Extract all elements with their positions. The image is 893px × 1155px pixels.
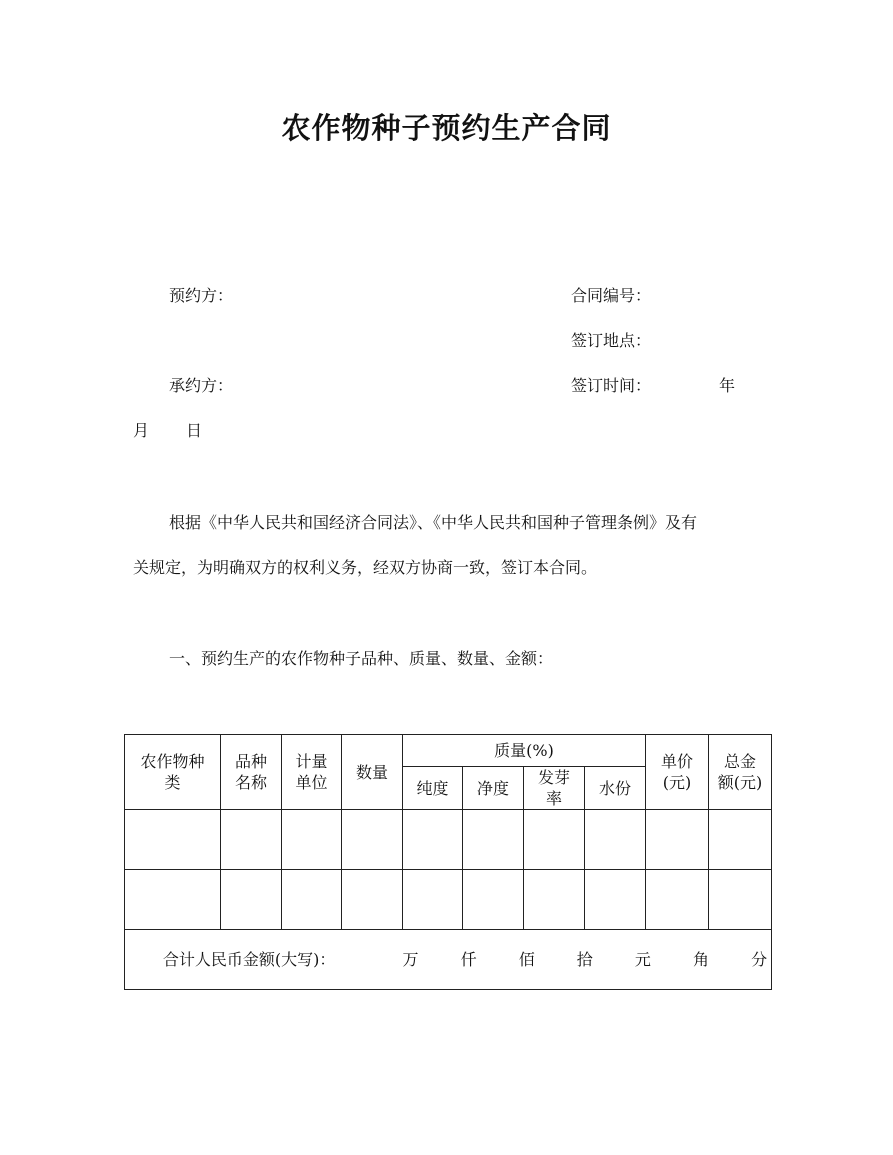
cell-measure-unit[interactable] bbox=[282, 870, 342, 930]
table-row bbox=[125, 870, 772, 930]
cell-purity[interactable] bbox=[403, 810, 463, 870]
cell-variety-name[interactable] bbox=[221, 870, 282, 930]
header-row-1 bbox=[125, 735, 772, 767]
table-row bbox=[125, 810, 772, 870]
total-label: 合计人民币金额(大写)： bbox=[162, 950, 336, 969]
header-unit-price: 单价 (元) bbox=[646, 735, 709, 810]
cell-purity[interactable] bbox=[403, 870, 463, 930]
day-label: 日 bbox=[186, 421, 203, 440]
section-1-heading: 一、预约生产的农作物种子品种、质量、数量、金额： bbox=[169, 649, 554, 668]
intro-line-1: 根据《中华人民共和国经济合同法》、《中华人民共和国种子管理条例》及有 bbox=[169, 513, 698, 532]
cell-quantity[interactable] bbox=[342, 870, 403, 930]
cell-unit-price[interactable] bbox=[646, 870, 709, 930]
header-purity: 纯度 bbox=[403, 767, 463, 810]
sign-place-label: 签订地点： bbox=[571, 331, 652, 350]
header-crop-type: 农作物种 类 bbox=[125, 735, 221, 810]
cell-moisture[interactable] bbox=[585, 810, 646, 870]
total-row bbox=[125, 930, 772, 990]
unit-qian: 仟 bbox=[460, 950, 477, 969]
header-total-amount: 总金 额(元) bbox=[709, 735, 772, 810]
cell-germination[interactable] bbox=[524, 870, 585, 930]
cell-germination[interactable] bbox=[524, 810, 585, 870]
party-a-label: 预约方： bbox=[169, 286, 234, 305]
cell-unit-price[interactable] bbox=[646, 810, 709, 870]
cell-cleanliness[interactable] bbox=[463, 870, 524, 930]
header-germination: 发芽 率 bbox=[524, 767, 585, 810]
header-quality: 质量(%) bbox=[403, 735, 646, 767]
cell-quantity[interactable] bbox=[342, 810, 403, 870]
party-b-label: 承约方： bbox=[169, 376, 234, 395]
unit-wan: 万 bbox=[402, 950, 419, 969]
unit-bai: 佰 bbox=[518, 950, 535, 969]
header-cleanliness: 净度 bbox=[463, 767, 524, 810]
unit-jiao: 角 bbox=[693, 950, 710, 969]
intro-line-2: 关规定，为明确双方的权利义务，经双方协商一致，签订本合同。 bbox=[133, 558, 598, 577]
sign-time-label: 签订时间： bbox=[571, 376, 652, 395]
header-measure-unit: 计量 单位 bbox=[282, 735, 342, 810]
header-variety-name: 品种 名称 bbox=[221, 735, 282, 810]
cell-total-amount[interactable] bbox=[709, 810, 772, 870]
unit-shi: 拾 bbox=[576, 950, 593, 969]
contract-no-label: 合同编号： bbox=[571, 286, 652, 305]
cell-measure-unit[interactable] bbox=[282, 810, 342, 870]
unit-yuan: 元 bbox=[634, 950, 651, 969]
total-cell bbox=[125, 930, 772, 990]
seed-table bbox=[124, 734, 772, 990]
header-quantity: 数量 bbox=[342, 735, 403, 810]
cell-moisture[interactable] bbox=[585, 870, 646, 930]
cell-variety-name[interactable] bbox=[221, 810, 282, 870]
month-label: 月 bbox=[133, 421, 150, 440]
cell-crop-type[interactable] bbox=[125, 810, 221, 870]
document-title: 农作物种子预约生产合同 bbox=[281, 111, 612, 145]
year-label: 年 bbox=[719, 376, 736, 395]
cell-crop-type[interactable] bbox=[125, 870, 221, 930]
cell-cleanliness[interactable] bbox=[463, 810, 524, 870]
unit-fen: 分 bbox=[751, 950, 768, 969]
cell-total-amount[interactable] bbox=[709, 870, 772, 930]
header-moisture: 水份 bbox=[585, 767, 646, 810]
